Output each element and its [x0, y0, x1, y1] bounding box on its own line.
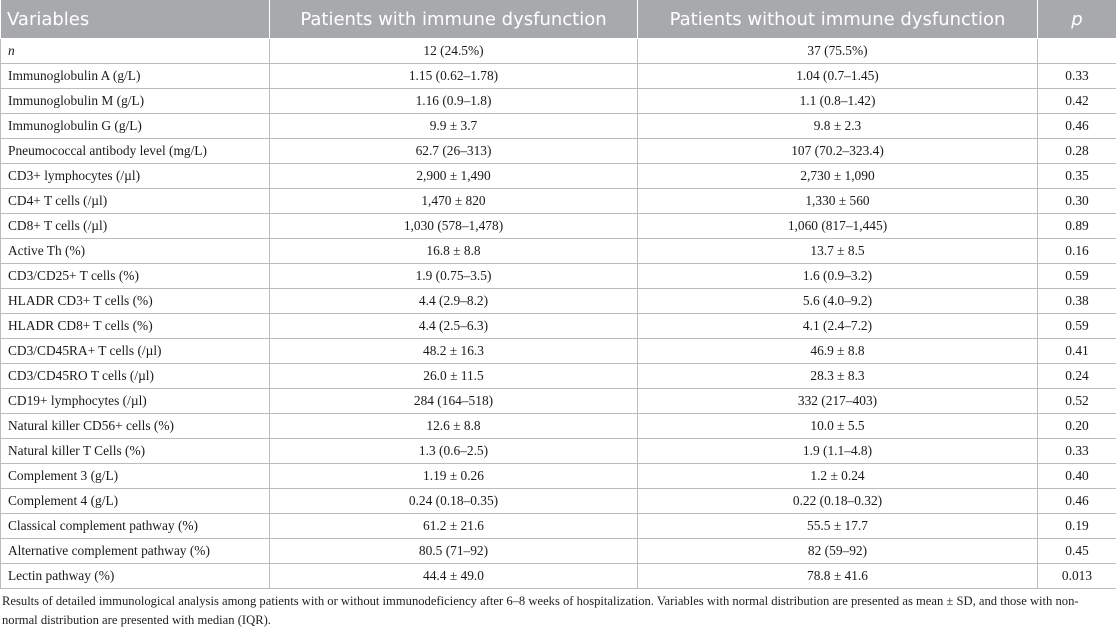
without-dysfunction-cell: 5.6 (4.0–9.2) [638, 289, 1038, 314]
without-dysfunction-cell: 107 (70.2–323.4) [638, 139, 1038, 164]
without-dysfunction-cell: 28.3 ± 8.3 [638, 364, 1038, 389]
without-dysfunction-cell: 1.2 ± 0.24 [638, 464, 1038, 489]
without-dysfunction-cell: 10.0 ± 5.5 [638, 414, 1038, 439]
without-dysfunction-cell: 1.04 (0.7–1.45) [638, 64, 1038, 89]
variable-cell: CD3+ lymphocytes (/µl) [1, 164, 270, 189]
with-dysfunction-cell: 80.5 (71–92) [270, 539, 638, 564]
with-dysfunction-cell: 26.0 ± 11.5 [270, 364, 638, 389]
variable-cell: n [1, 39, 270, 64]
with-dysfunction-cell: 1,470 ± 820 [270, 189, 638, 214]
without-dysfunction-cell: 1.9 (1.1–4.8) [638, 439, 1038, 464]
header-variables: Variables [1, 0, 270, 39]
without-dysfunction-cell: 46.9 ± 8.8 [638, 339, 1038, 364]
without-dysfunction-cell: 1.6 (0.9–3.2) [638, 264, 1038, 289]
variable-cell: Natural killer T Cells (%) [1, 439, 270, 464]
with-dysfunction-cell: 12.6 ± 8.8 [270, 414, 638, 439]
variable-cell: Active Th (%) [1, 239, 270, 264]
variable-cell: CD8+ T cells (/µl) [1, 214, 270, 239]
with-dysfunction-cell: 16.8 ± 8.8 [270, 239, 638, 264]
p-value-cell: 0.19 [1038, 514, 1116, 539]
without-dysfunction-cell: 13.7 ± 8.5 [638, 239, 1038, 264]
variable-cell: HLADR CD8+ T cells (%) [1, 314, 270, 339]
p-value-cell: 0.40 [1038, 464, 1116, 489]
variable-cell: Pneumococcal antibody level (mg/L) [1, 139, 270, 164]
variable-cell: Natural killer CD56+ cells (%) [1, 414, 270, 439]
p-value-cell: 0.33 [1038, 439, 1116, 464]
table-row [1, 189, 1116, 214]
with-dysfunction-cell: 1.3 (0.6–2.5) [270, 439, 638, 464]
variable-cell: Immunoglobulin A (g/L) [1, 64, 270, 89]
without-dysfunction-cell: 4.1 (2.4–7.2) [638, 314, 1038, 339]
with-dysfunction-cell: 48.2 ± 16.3 [270, 339, 638, 364]
without-dysfunction-cell: 1.1 (0.8–1.42) [638, 89, 1038, 114]
p-value-cell: 0.30 [1038, 189, 1116, 214]
p-value-cell: 0.45 [1038, 539, 1116, 564]
table-row [1, 414, 1116, 439]
p-value-cell: 0.59 [1038, 314, 1116, 339]
without-dysfunction-cell: 0.22 (0.18–0.32) [638, 489, 1038, 514]
table-row [1, 339, 1116, 364]
with-dysfunction-cell: 44.4 ± 49.0 [270, 564, 638, 589]
p-value-cell: 0.24 [1038, 364, 1116, 389]
with-dysfunction-cell: 1.16 (0.9–1.8) [270, 89, 638, 114]
variable-cell: HLADR CD3+ T cells (%) [1, 289, 270, 314]
variable-cell: Complement 4 (g/L) [1, 489, 270, 514]
p-value-cell: 0.42 [1038, 89, 1116, 114]
with-dysfunction-cell: 2,900 ± 1,490 [270, 164, 638, 189]
variable-cell: Alternative complement pathway (%) [1, 539, 270, 564]
table-body [1, 39, 1116, 589]
p-value-cell: 0.28 [1038, 139, 1116, 164]
table-row [1, 89, 1116, 114]
p-value-cell: 0.46 [1038, 489, 1116, 514]
table-row [1, 164, 1116, 189]
p-value-cell: 0.89 [1038, 214, 1116, 239]
without-dysfunction-cell: 332 (217–403) [638, 389, 1038, 414]
without-dysfunction-cell: 9.8 ± 2.3 [638, 114, 1038, 139]
without-dysfunction-cell: 1,330 ± 560 [638, 189, 1038, 214]
table-header [1, 0, 1116, 39]
p-value-cell: 0.38 [1038, 289, 1116, 314]
table-row [1, 364, 1116, 389]
with-dysfunction-cell: 61.2 ± 21.6 [270, 514, 638, 539]
table-row [1, 139, 1116, 164]
with-dysfunction-cell: 1.19 ± 0.26 [270, 464, 638, 489]
with-dysfunction-cell: 4.4 (2.9–8.2) [270, 289, 638, 314]
with-dysfunction-cell: 1,030 (578–1,478) [270, 214, 638, 239]
table-row [1, 214, 1116, 239]
with-dysfunction-cell: 1.9 (0.75–3.5) [270, 264, 638, 289]
variable-cell: Classical complement pathway (%) [1, 514, 270, 539]
with-dysfunction-cell: 4.4 (2.5–6.3) [270, 314, 638, 339]
header-without-dysfunction: Patients without immune dysfunction [638, 0, 1038, 39]
variable-cell: Complement 3 (g/L) [1, 464, 270, 489]
table-row [1, 514, 1116, 539]
variable-cell: Lectin pathway (%) [1, 564, 270, 589]
table-row [1, 289, 1116, 314]
with-dysfunction-cell: 62.7 (26–313) [270, 139, 638, 164]
table-row [1, 464, 1116, 489]
header-row [1, 0, 1116, 39]
table-row [1, 489, 1116, 514]
p-value-cell [1038, 39, 1116, 64]
table-row [1, 564, 1116, 589]
table-row [1, 264, 1116, 289]
header-p-value: p [1038, 0, 1116, 39]
p-value-cell: 0.20 [1038, 414, 1116, 439]
table-footnote: Results of detailed immunological analysis among patients with or without immunodeficiency after 6–8 weeks of hospitalization. Variables with normal distribution are presented as mean ± SD, and those with non-normal distribution are presented with median (IQR). [2, 594, 1079, 627]
table-row [1, 539, 1116, 564]
p-value-cell: 0.46 [1038, 114, 1116, 139]
without-dysfunction-cell: 82 (59–92) [638, 539, 1038, 564]
variable-cell: CD3/CD45RA+ T cells (/µl) [1, 339, 270, 364]
p-value-cell: 0.52 [1038, 389, 1116, 414]
table-row [1, 39, 1116, 64]
variable-cell: CD3/CD25+ T cells (%) [1, 264, 270, 289]
with-dysfunction-cell: 12 (24.5%) [270, 39, 638, 64]
with-dysfunction-cell: 1.15 (0.62–1.78) [270, 64, 638, 89]
table-row [1, 114, 1116, 139]
p-value-cell: 0.013 [1038, 564, 1116, 589]
p-value-cell: 0.35 [1038, 164, 1116, 189]
p-value-cell: 0.33 [1038, 64, 1116, 89]
header-with-dysfunction: Patients with immune dysfunction [270, 0, 638, 39]
variable-cell: Immunoglobulin G (g/L) [1, 114, 270, 139]
with-dysfunction-cell: 0.24 (0.18–0.35) [270, 489, 638, 514]
without-dysfunction-cell: 2,730 ± 1,090 [638, 164, 1038, 189]
p-value-cell: 0.16 [1038, 239, 1116, 264]
table-row [1, 239, 1116, 264]
variable-cell: CD3/CD45RO T cells (/µl) [1, 364, 270, 389]
table-row [1, 439, 1116, 464]
p-value-cell: 0.59 [1038, 264, 1116, 289]
without-dysfunction-cell: 55.5 ± 17.7 [638, 514, 1038, 539]
variable-cell: CD19+ lymphocytes (/µl) [1, 389, 270, 414]
p-value-cell: 0.41 [1038, 339, 1116, 364]
table-row [1, 314, 1116, 339]
with-dysfunction-cell: 284 (164–518) [270, 389, 638, 414]
table-row [1, 64, 1116, 89]
table-row [1, 389, 1116, 414]
variable-cell: CD4+ T cells (/µl) [1, 189, 270, 214]
without-dysfunction-cell: 37 (75.5%) [638, 39, 1038, 64]
with-dysfunction-cell: 9.9 ± 3.7 [270, 114, 638, 139]
without-dysfunction-cell: 78.8 ± 41.6 [638, 564, 1038, 589]
variable-cell: Immunoglobulin M (g/L) [1, 89, 270, 114]
without-dysfunction-cell: 1,060 (817–1,445) [638, 214, 1038, 239]
